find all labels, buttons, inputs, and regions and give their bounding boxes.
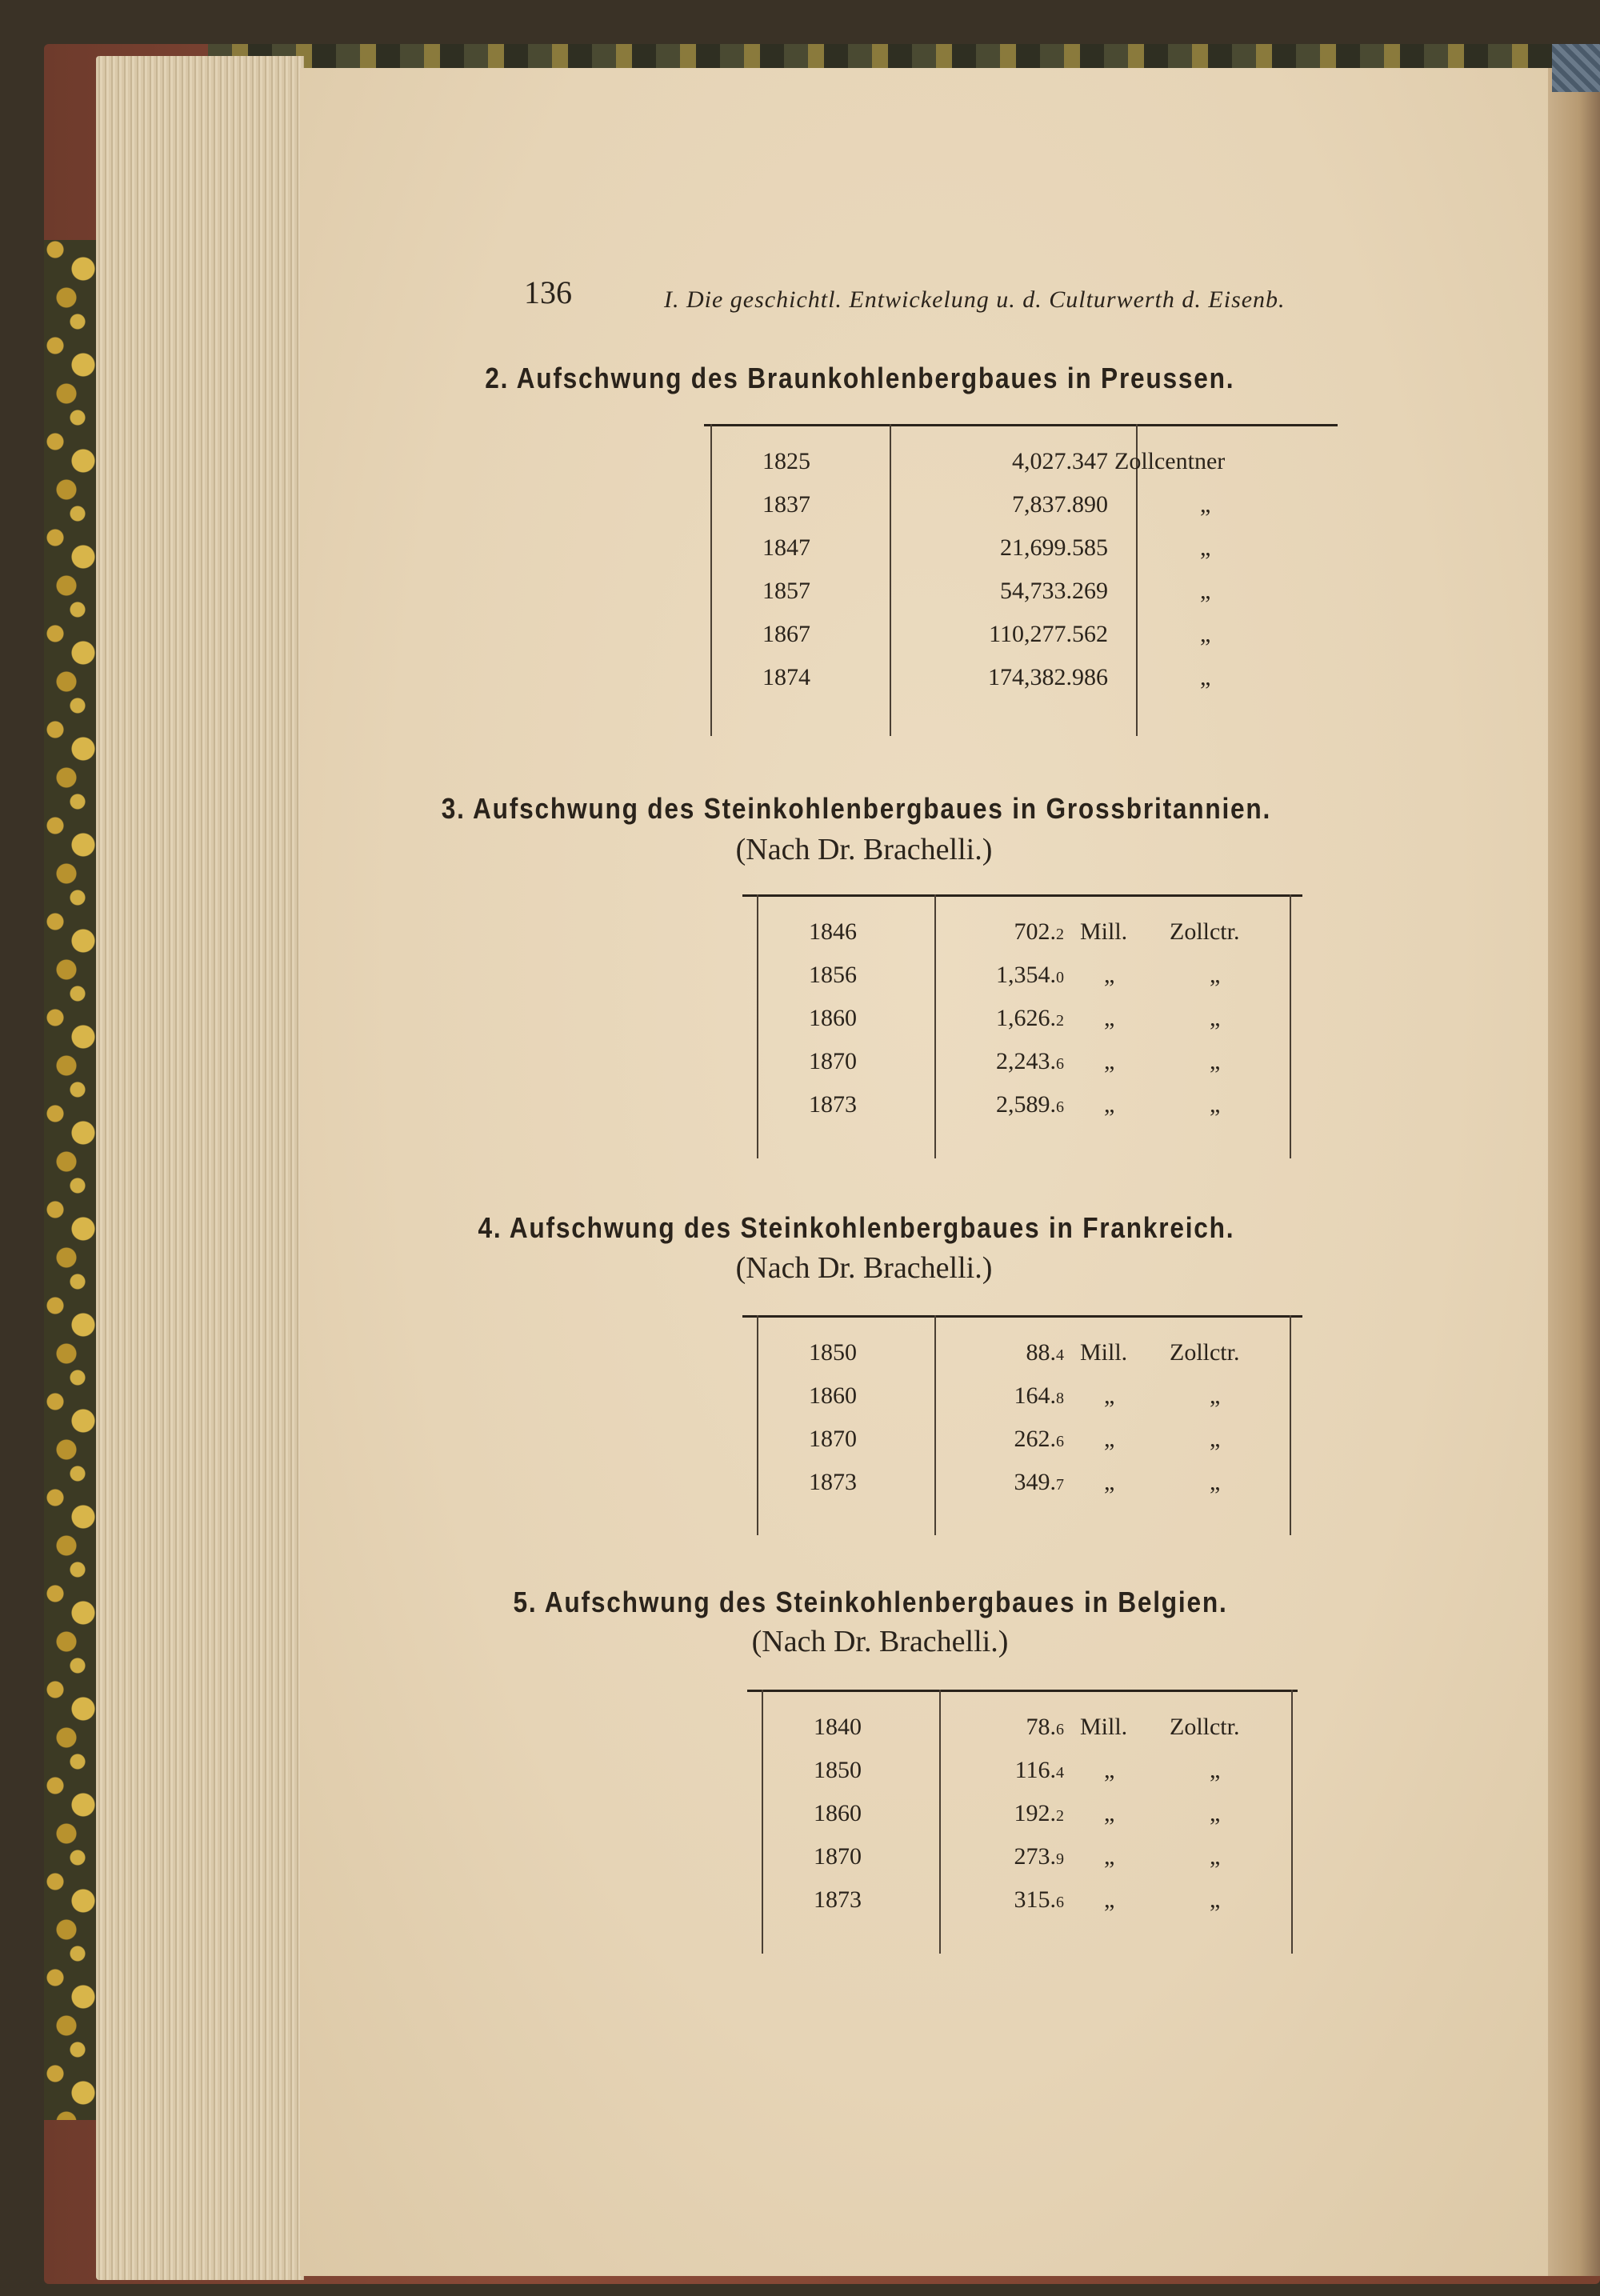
unit-cell: „ <box>1210 1843 1221 1870</box>
year-cell: 1847 <box>762 534 810 561</box>
year-cell: 1840 <box>814 1714 862 1740</box>
unit-cell: „ <box>1210 1005 1221 1031</box>
value-decimal: 6 <box>1056 1098 1064 1116</box>
year-cell: 1873 <box>809 1091 857 1118</box>
table-row <box>747 1886 1298 1930</box>
year-cell: 1850 <box>809 1339 857 1366</box>
table-row <box>742 1048 1302 1091</box>
unit-cell: Zollctr. <box>1170 1339 1240 1366</box>
value-cell: 88.4 <box>1026 1339 1064 1366</box>
table-braunkohle-preussen <box>704 424 1338 736</box>
value-decimal: 7 <box>1056 1476 1064 1494</box>
value-decimal: 6 <box>1056 1721 1064 1738</box>
unit-cell: „ <box>1104 1048 1115 1074</box>
year-cell: 1873 <box>809 1469 857 1495</box>
value-decimal: 2 <box>1056 1012 1064 1030</box>
year-cell: 1860 <box>814 1800 862 1826</box>
table-row <box>704 448 1338 491</box>
value-cell: 54,733.269 <box>1000 578 1108 604</box>
value-cell: 78.6 <box>1026 1714 1064 1740</box>
unit-cell: Zollcentner <box>1114 448 1226 474</box>
year-cell: 1870 <box>809 1426 857 1452</box>
unit-cell: „ <box>1104 1469 1115 1495</box>
running-head: I. Die geschichtl. Entwickelung u. d. Culturwerth d. Eisenb. <box>664 286 1286 313</box>
unit-cell: „ <box>1104 1886 1115 1913</box>
table-row <box>742 1469 1302 1512</box>
unit-cell: „ <box>1104 1800 1115 1826</box>
page-gutter <box>1548 68 1600 2276</box>
year-cell: 1850 <box>814 1757 862 1783</box>
value-cell: 4,027.347 <box>1012 448 1108 474</box>
value-cell: 192.2 <box>1014 1800 1064 1826</box>
marbled-edge-left <box>44 240 100 2120</box>
value-cell: 21,699.585 <box>1000 534 1108 561</box>
year-cell: 1856 <box>809 962 857 988</box>
unit-cell: „ <box>1200 578 1211 604</box>
table-row <box>742 1005 1302 1048</box>
value-decimal: 2 <box>1056 926 1064 943</box>
marbled-edge-top <box>208 44 1568 68</box>
unit-cell: „ <box>1200 664 1211 690</box>
value-cell: 273.9 <box>1014 1843 1064 1870</box>
value-cell: 7,837.890 <box>1012 491 1108 518</box>
spine-cloth <box>1552 44 1600 92</box>
value-cell: 2,589.6 <box>996 1091 1064 1118</box>
unit-cell: „ <box>1210 962 1221 988</box>
year-cell: 1867 <box>762 621 810 647</box>
table-steinkohle-grossbritannien <box>742 894 1302 1158</box>
unit-cell: „ <box>1104 1005 1115 1031</box>
value-decimal: 4 <box>1056 1764 1064 1782</box>
page-number: 136 <box>524 274 572 310</box>
table-row <box>747 1714 1298 1757</box>
unit-cell: „ <box>1200 491 1211 518</box>
unit-cell: Zollctr. <box>1170 918 1240 945</box>
value-cell: 164.8 <box>1014 1382 1064 1409</box>
table-row <box>704 534 1338 578</box>
year-cell: 1837 <box>762 491 810 518</box>
unit-cell: „ <box>1210 1382 1221 1409</box>
value-cell: 262.6 <box>1014 1426 1064 1452</box>
table-top-rule <box>742 894 1302 897</box>
year-cell: 1860 <box>809 1005 857 1031</box>
source-note-frankreich: (Nach Dr. Brachelli.) <box>735 1251 993 1285</box>
value-cell: 2,243.6 <box>996 1048 1064 1074</box>
unit-cell: „ <box>1210 1800 1221 1826</box>
table-steinkohle-belgien <box>747 1690 1298 1954</box>
value-cell: 110,277.562 <box>989 621 1108 647</box>
source-note-belgien: (Nach Dr. Brachelli.) <box>751 1625 1009 1658</box>
table-row <box>704 621 1338 664</box>
unit-cell: „ <box>1210 1886 1221 1913</box>
table-row <box>704 491 1338 534</box>
unit-cell: „ <box>1200 621 1211 647</box>
unit-cell: „ <box>1104 1382 1115 1409</box>
year-cell: 1874 <box>762 664 810 690</box>
table-row <box>742 918 1302 962</box>
heading-steinkohle-frankreich: 4. Aufschwung des Steinkohlenbergbaues in Frankreich. <box>478 1211 1235 1244</box>
unit-cell: „ <box>1104 1426 1115 1452</box>
value-decimal: 6 <box>1056 1055 1064 1073</box>
unit-cell: „ <box>1210 1091 1221 1118</box>
value-cell: 1,354.0 <box>996 962 1064 988</box>
value-decimal: 9 <box>1056 1850 1064 1868</box>
heading-braunkohle-preussen: 2. Aufschwung des Braunkohlenbergbaues in Preussen. <box>485 362 1235 394</box>
table-steinkohle-frankreich <box>742 1315 1302 1535</box>
value-decimal: 4 <box>1056 1346 1064 1364</box>
value-decimal: 0 <box>1056 969 1064 986</box>
unit-cell: „ <box>1210 1048 1221 1074</box>
value-cell: 315.6 <box>1014 1886 1064 1913</box>
unit-cell: Mill. <box>1080 918 1128 945</box>
value-decimal: 6 <box>1056 1433 1064 1450</box>
heading-steinkohle-grossbritannien: 3. Aufschwung des Steinkohlenbergbaues in Grossbritannien. <box>441 792 1272 825</box>
unit-cell: Zollctr. <box>1170 1714 1240 1740</box>
year-cell: 1870 <box>814 1843 862 1870</box>
unit-cell: Mill. <box>1080 1714 1128 1740</box>
year-cell: 1825 <box>762 448 810 474</box>
heading-steinkohle-belgien: 5. Aufschwung des Steinkohlenbergbaues in Belgien. <box>513 1586 1228 1618</box>
unit-cell: „ <box>1200 534 1211 561</box>
unit-cell: „ <box>1210 1757 1221 1783</box>
table-top-rule <box>704 424 1338 426</box>
value-cell: 349.7 <box>1014 1469 1064 1495</box>
unit-cell: „ <box>1210 1469 1221 1495</box>
table-row <box>747 1757 1298 1800</box>
value-decimal: 6 <box>1056 1894 1064 1911</box>
value-cell: 1,626.2 <box>996 1005 1064 1031</box>
table-row <box>742 962 1302 1005</box>
unit-cell: „ <box>1104 1091 1115 1118</box>
year-cell: 1860 <box>809 1382 857 1409</box>
table-row <box>742 1091 1302 1134</box>
value-decimal: 8 <box>1056 1390 1064 1407</box>
unit-cell: „ <box>1104 962 1115 988</box>
year-cell: 1873 <box>814 1886 862 1913</box>
table-top-rule <box>742 1315 1302 1318</box>
table-row <box>747 1843 1298 1886</box>
unit-cell: „ <box>1104 1843 1115 1870</box>
value-cell: 702.2 <box>1014 918 1064 945</box>
year-cell: 1846 <box>809 918 857 945</box>
table-row <box>742 1382 1302 1426</box>
table-row <box>747 1800 1298 1843</box>
value-cell: 174,382.986 <box>988 664 1108 690</box>
table-row <box>742 1426 1302 1469</box>
unit-cell: „ <box>1210 1426 1221 1452</box>
unit-cell: Mill. <box>1080 1339 1128 1366</box>
value-decimal: 2 <box>1056 1807 1064 1825</box>
source-note-grossbritannien: (Nach Dr. Brachelli.) <box>735 833 993 866</box>
year-cell: 1857 <box>762 578 810 604</box>
table-row <box>704 578 1338 621</box>
table-top-rule <box>747 1690 1298 1692</box>
unit-cell: „ <box>1104 1757 1115 1783</box>
year-cell: 1870 <box>809 1048 857 1074</box>
table-row <box>704 664 1338 707</box>
table-row <box>742 1339 1302 1382</box>
value-cell: 116.4 <box>1014 1757 1064 1783</box>
